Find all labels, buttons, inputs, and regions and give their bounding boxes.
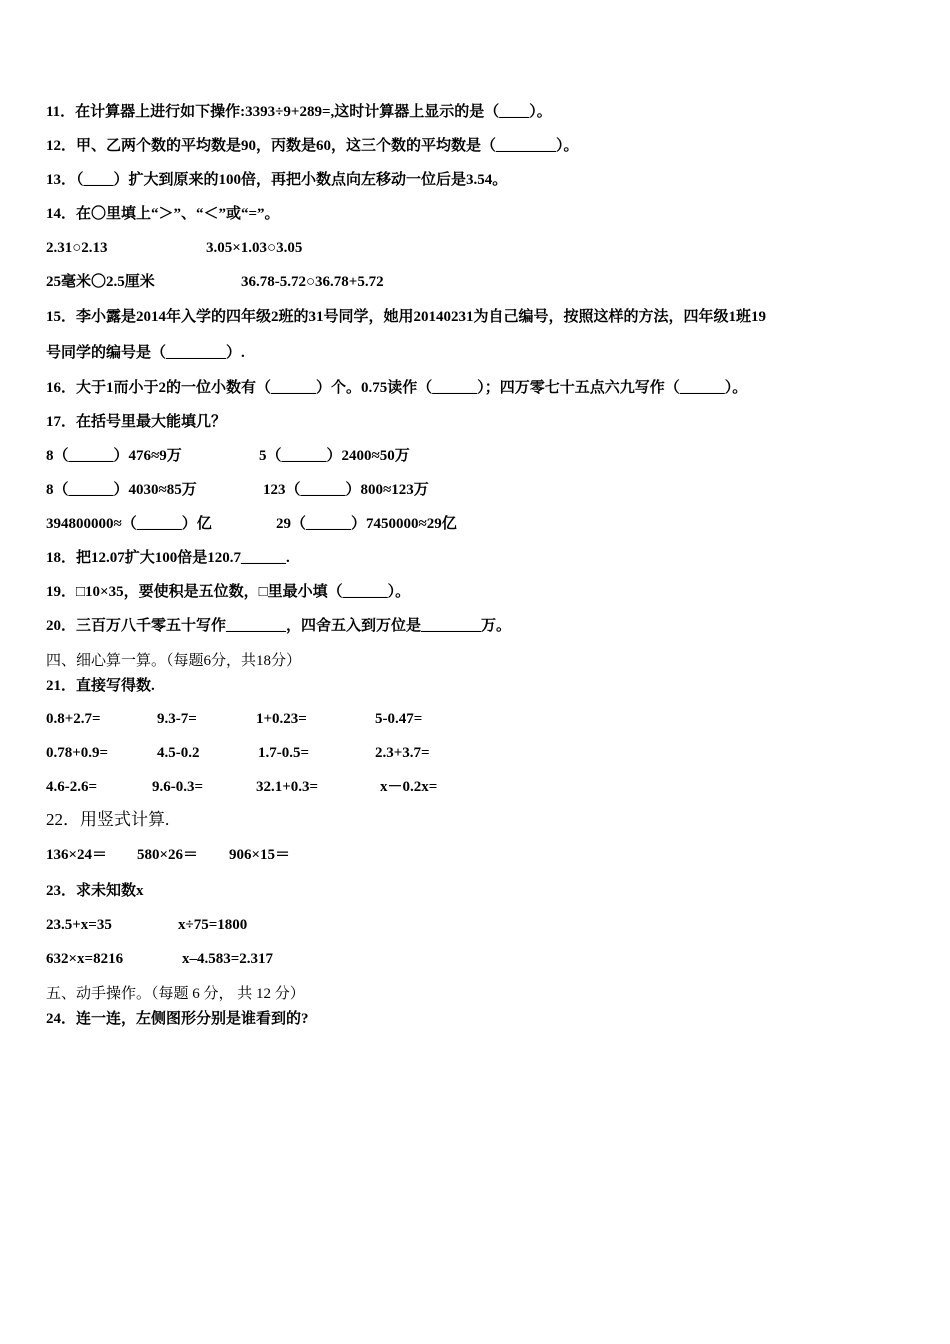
question-23: 23．求未知数x bbox=[46, 883, 144, 899]
q21-item: 0.8+2.7= bbox=[46, 711, 101, 727]
q21-item: x－0.2x= bbox=[380, 779, 438, 795]
q21-item: 0.78+0.9= bbox=[46, 745, 109, 761]
question-15-line1: 15．李小露是2014年入学的四年级2班的31号同学，她用20140231为自己编号，按照这样的方法，四年级1班19 bbox=[46, 309, 767, 325]
section-4-title: 四、细心算一算。（每题6分，共18分） bbox=[46, 653, 302, 669]
q21-item: 4.5-0.2 bbox=[157, 745, 200, 761]
q21-item: 9.3-7= bbox=[157, 711, 197, 727]
q17-item: 5（______）2400≈50万 bbox=[259, 448, 410, 464]
q21-item: 2.3+3.7= bbox=[375, 745, 430, 761]
question-19: 19．□10×35，要使积是五位数，□里最小填（______）。 bbox=[46, 584, 411, 600]
q14-item: 25毫米〇2.5厘米 bbox=[46, 274, 155, 290]
question-13: 13．（____）扩大到原来的100倍，再把小数点向左移动一位后是3.54。 bbox=[46, 172, 508, 188]
q21-item: 32.1+0.3= bbox=[256, 779, 319, 795]
question-11: 11．在计算器上进行如下操作:3393÷9+289=,这时计算器上显示的是（____）。 bbox=[46, 104, 552, 120]
q23-item: x÷75=1800 bbox=[178, 917, 248, 933]
q17-item: 29（______）7450000≈29亿 bbox=[276, 516, 457, 532]
question-20: 20．三百万八千零五十写作________，四舍五入到万位是________万。 bbox=[46, 618, 512, 634]
q22-item: 136×24＝ bbox=[46, 847, 108, 863]
question-24: 24．连一连，左侧图形分别是谁看到的? bbox=[46, 1011, 309, 1027]
q17-item: 8（______）4030≈85万 bbox=[46, 482, 197, 498]
q23-item: x–4.583=2.317 bbox=[182, 951, 274, 967]
section-5-title: 五、动手操作。（每题 6 分， 共 12 分） bbox=[46, 986, 305, 1002]
q14-item: 2.31○2.13 bbox=[46, 240, 108, 256]
q22-item: 580×26＝ bbox=[137, 847, 199, 863]
q17-item: 394800000≈（______）亿 bbox=[46, 516, 212, 532]
question-16: 16．大于1而小于2的一位小数有（______）个。0.75读作（______）；四万零七十五点六九写作（______）。 bbox=[46, 380, 748, 396]
q17-item: 8（______）476≈9万 bbox=[46, 448, 182, 464]
question-21: 21．直接写得数. bbox=[46, 678, 155, 694]
q21-item: 9.6-0.3= bbox=[152, 779, 204, 795]
q23-item: 23.5+x=35 bbox=[46, 917, 112, 933]
q14-item: 36.78-5.72○36.78+5.72 bbox=[241, 274, 384, 290]
question-17: 17．在括号里最大能填几？ bbox=[46, 414, 227, 430]
q23-item: 632×x=8216 bbox=[46, 951, 124, 967]
q21-item: 5-0.47= bbox=[375, 711, 423, 727]
question-18: 18．把12.07扩大100倍是120.7______. bbox=[46, 550, 290, 566]
q21-item: 1+0.23= bbox=[256, 711, 307, 727]
q21-item: 4.6-2.6= bbox=[46, 779, 98, 795]
q22-item: 906×15＝ bbox=[229, 847, 291, 863]
question-12: 12．甲、乙两个数的平均数是90，丙数是60，这三个数的平均数是（________）。 bbox=[46, 138, 579, 154]
q17-item: 123（______）800≈123万 bbox=[263, 482, 429, 498]
question-14: 14．在〇里填上“＞”、“＜”或“=”。 bbox=[46, 206, 280, 222]
question-15-line2: 号同学的编号是（________）. bbox=[46, 345, 245, 361]
question-22: 22．用竖式计算. bbox=[46, 810, 170, 829]
q14-item: 3.05×1.03○3.05 bbox=[206, 240, 303, 256]
q21-item: 1.7-0.5= bbox=[258, 745, 310, 761]
